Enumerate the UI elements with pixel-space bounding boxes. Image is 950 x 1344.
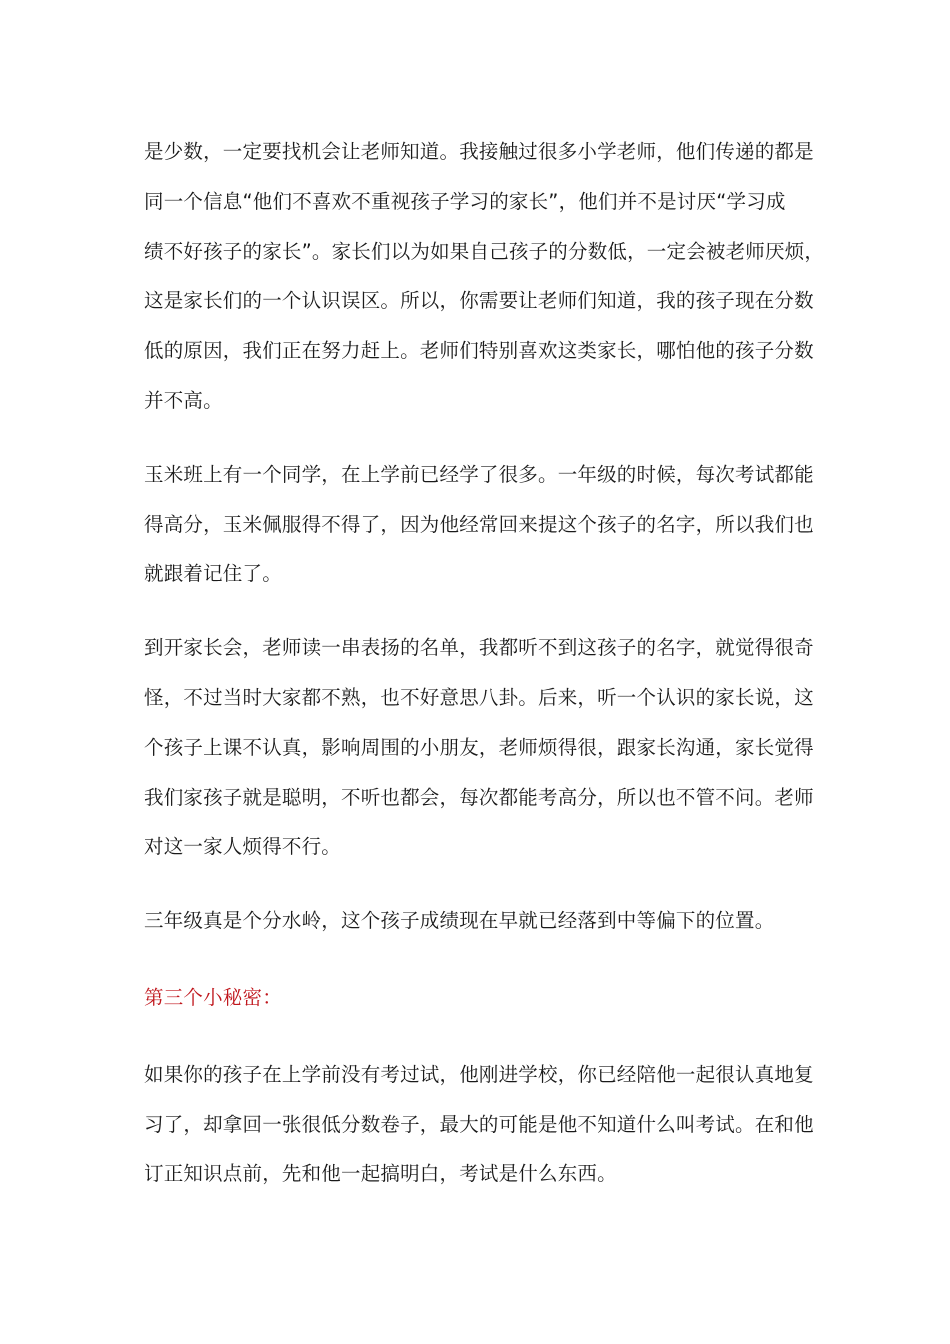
- heading-text: 第三个小秘密：: [144, 985, 282, 1009]
- text-line: 并不高。: [144, 388, 223, 412]
- text-line: 到开家长会，老师读一串表扬的名单，我都听不到这孩子的名字，就觉得很奇: [144, 636, 814, 660]
- section-heading: [144, 973, 808, 1023]
- text-line: 得高分，玉米佩服得不得了，因为他经常回来提这个孩子的名字，所以我们也: [144, 512, 814, 536]
- text-line: 怪，不过当时大家都不熟，也不好意思八卦。后来，听一个认识的家长说，这: [144, 685, 814, 709]
- text-line: 这是家长们的一个认识误区。所以，你需要让老师们知道，我的孩子现在分数: [144, 289, 814, 313]
- paragraph-classmate-story: [144, 450, 814, 599]
- text-line: 三年级真是个分水岭，这个孩子成绩现在早就已经落到中等偏下的位置。: [144, 909, 775, 933]
- text-line: 我们家孩子就是聪明，不听也都会，每次都能考高分，所以也不管不问。老师: [144, 785, 814, 809]
- text-line: 对这一家人烦得不行。: [144, 835, 342, 859]
- text-line: 绩不好孩子的家长”。家长们以为如果自己孩子的分数低，一定会被老师厌烦，: [144, 239, 825, 263]
- text-line: 如果你的孩子在上学前没有考过试，他刚进学校，你已经陪他一起很认真地复: [144, 1062, 814, 1086]
- text-line: 个孩子上课不认真，影响周围的小朋友，老师烦得很，跟家长沟通，家长觉得: [144, 735, 814, 759]
- paragraph-parent-meeting: [144, 623, 814, 872]
- text-line: 低的原因，我们正在努力赶上。老师们特别喜欢这类家长，哪怕他的孩子分数: [144, 339, 814, 363]
- document-body: [144, 127, 825, 1199]
- text-line: 同一个信息“他们不喜欢不重视孩子学习的家长”，他们并不是讨厌“学习成: [144, 189, 786, 213]
- text-line: 订正知识点前，先和他一起搞明白，考试是什么东西。: [144, 1162, 617, 1186]
- paragraph-third-grade: [144, 896, 808, 946]
- text-line: 习了，却拿回一张很低分数卷子，最大的可能是他不知道什么叫考试。在和他: [144, 1112, 814, 1136]
- paragraph-first-exam: [144, 1050, 814, 1199]
- text-line: 就跟着记住了。: [144, 562, 282, 586]
- text-line: 玉米班上有一个同学，在上学前已经学了很多。一年级的时候，每次考试都能: [144, 462, 814, 486]
- paragraph-teacher-communication: [144, 127, 825, 426]
- text-line: 是少数，一定要找机会让老师知道。我接触过很多小学老师，他们传递的都是: [144, 140, 814, 163]
